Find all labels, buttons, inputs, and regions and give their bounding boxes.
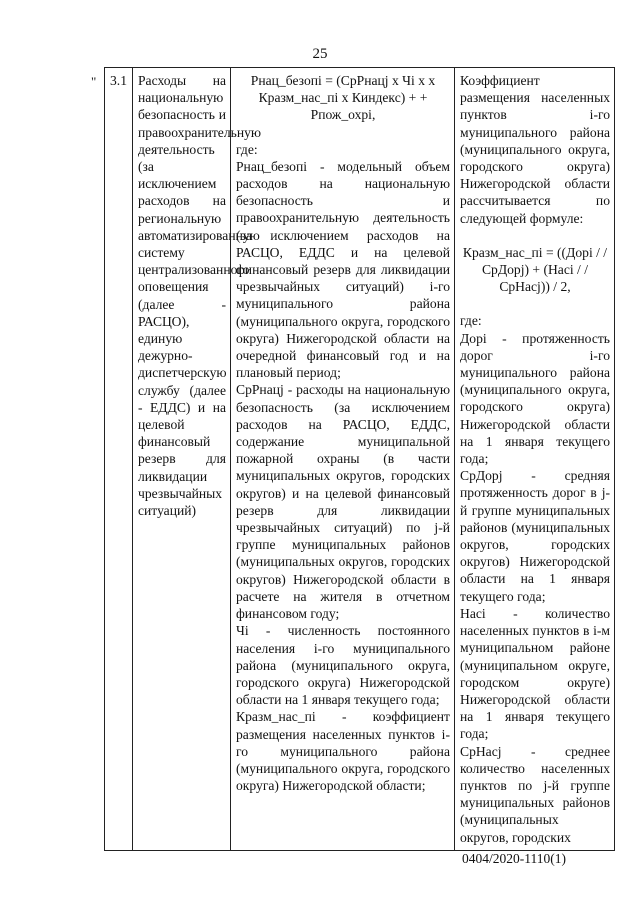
table-row <box>105 68 615 851</box>
definition-item: СрДорj - средняя протяженность дорог в j-й группе муниципальных районов (муниципальных округов, городских округов) Нижегородской области на 1 января текущего года; <box>460 468 610 604</box>
where-label: где: <box>236 141 258 157</box>
definition-item: Кразм_нас_пi - коэффициент размещения населенных пунктов i-го муниципального района (муниципального округа, городского округа) Нижегородской области; <box>236 709 450 794</box>
page-number: 25 <box>312 46 328 62</box>
definition-item: Насi - количество населенных пунктов в i-м муниципальном районе (муниципальном округе, городском округе) Нижегородской области на 1 января текущего года; <box>460 605 610 742</box>
definition-item: Чi - численность постоянного населения i-го муниципального района (муниципального округа, городского округа) Нижегородской области на 1 января текущего года; <box>236 623 450 708</box>
formula-cell <box>231 68 455 851</box>
coefficient-intro: Коэффициент размещения населенных пунктов i-го муниципального района (муниципального округа, городского округа) Нижегородской области рассчитывается по следующей формуле: <box>460 73 610 226</box>
coefficient-cell <box>455 68 615 851</box>
coefficient-formula: Кразм_нас_пi = ((Дорi / / СрДорj) + (Насi / / СрНасj)) / 2, <box>462 244 608 295</box>
definition-item: СрНасj - среднее количество населенных пунктов по j-й группе муниципальных районов (муниципальных округов, городских <box>460 743 610 845</box>
definition-item: Дорi - протяженность дорог i-го муниципального района (муниципального округа, городского округа) Нижегородской области на 1 января текущего года; <box>460 330 610 467</box>
expense-name: Расходы на национальную безопасность и правоохранительную деятельность (за исключением расходов на региональную автоматизированную систему централизованного оповещения (далее - РАСЦО), единую дежурно-диспетчерскую службу (далее - ЕДДС) и на целевой финансовый резерв для ликвидации чрезвычайных ситуаций) <box>133 68 231 851</box>
definition-item: Рнац_безопi - модельный объем расходов на национальную безопасность и правоохранительную деятельность (за исключением расходов на РАСЦО, ЕДДС и на целевой финансовый резерв для ликвидации чрезвычайных ситуаций) i-го муниципального района (муниципального округа, городского округа) Нижегородской области на очередной финансовый год и на плановый период; <box>236 158 450 381</box>
main-formula: Рнац_безопi = (СрРнацj х Чi х х Кразм_нас_пi х Киндекс) + + Рпож_охрi, <box>250 73 436 123</box>
open-quote-mark: " <box>91 74 97 89</box>
where-label: где: <box>460 313 482 329</box>
methodology-table <box>104 67 615 851</box>
document-code: 0404/2020-1110(1) <box>462 851 566 866</box>
row-number: 3.1 <box>105 68 133 851</box>
definition-item: СрРнацj - расходы на национальную безопасность (за исключением расходов на РАСЦО, ЕДДС, содержание муниципальной пожарной охраны (в части муниципальных округов, городских округов) и на целевой финансовый резерв для ликвидации чрезвычайных ситуаций) по j-й группе муниципальных районов (муниципальных округов, городских округов) Нижегородской области в расчете на жителя в отчетном финансовом году; <box>236 382 450 622</box>
